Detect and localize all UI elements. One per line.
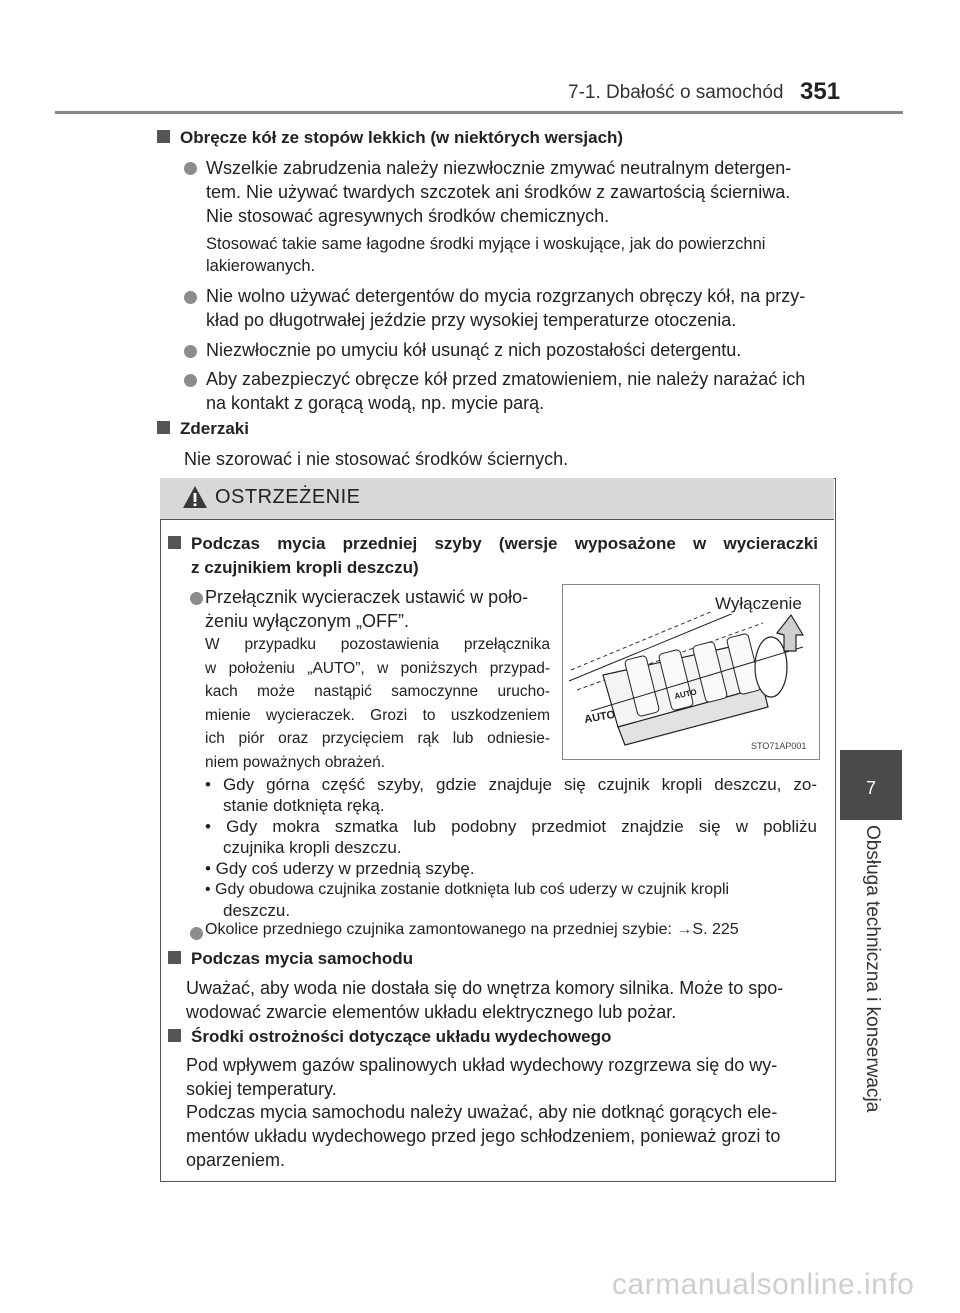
square-bullet-icon bbox=[168, 951, 181, 964]
rims-bullet-1: Wszelkie zabrudzenia należy niezwłocznie zmywać neutralnym detergen- tem. Nie używać twardych szczotek ani środków z zawartością ścierniwa. Nie stosować agresywnych środków chemicznych. bbox=[206, 158, 792, 226]
page-reference-link[interactable]: S. 225 bbox=[692, 921, 739, 938]
watermark: carmanualsonline.info bbox=[612, 1268, 915, 1301]
bullet-icon bbox=[184, 162, 197, 175]
windshield-bullet-2: Okolice przedniego czujnika zamontowanego na przedniej szybie: →S. 225 bbox=[205, 921, 739, 938]
warning-heading-windshield: Podczas mycia przedniej szyby (wersje wyposażone w wycieraczki z czujnikiem kropli deszczu) bbox=[168, 532, 818, 580]
header-rule bbox=[55, 111, 903, 114]
wiper-switch-illustration bbox=[562, 584, 820, 760]
bullet-icon bbox=[190, 592, 203, 605]
warning-title: OSTRZEŻENIE bbox=[215, 486, 361, 508]
rims-bullet-2: Nie wolno używać detergentów do mycia rozgrzanych obręczy kół, na przy- kład po długotrwałej jeździe przy wysokiej temperaturze otoczenia. bbox=[206, 286, 806, 330]
illustration-auto-label-1: AUTO bbox=[583, 708, 617, 726]
square-bullet-icon bbox=[157, 421, 170, 434]
warning-heading-car-wash: Podczas mycia samochodu bbox=[168, 949, 413, 969]
square-bullet-icon bbox=[157, 130, 170, 143]
section-heading-bumpers: Zderzaki bbox=[157, 419, 249, 439]
windshield-note: W przypadku pozostawienia przełącznika w położeniu „AUTO”, w poniższych przypad- kach może nastąpić samoczynne urucho- mienie wycieraczek. Grozi to uszkodzeniem ich piór oraz przycięciem rąk lub odniesie- niem poważnych obrażeń. bbox=[205, 636, 550, 771]
chapter-number: 7 bbox=[865, 778, 876, 798]
section-title: 7-1. Dbałość o samochód bbox=[568, 82, 784, 103]
illustration-callout: Wyłączenie bbox=[715, 594, 802, 613]
windshield-bullet-1: Przełącznik wycieraczek ustawić w poło- żeniu wyłączonym „OFF”. bbox=[205, 587, 529, 631]
page-number: 351 bbox=[800, 78, 841, 105]
square-bullet-icon bbox=[168, 1029, 181, 1042]
illustration-code: STO71AP001 bbox=[751, 741, 807, 751]
chapter-title-vertical bbox=[838, 825, 904, 1125]
trigger-conditions-list: • Gdy górna część szyby, gdzie znajduje się czujnik kropli deszczu, zo- stanie dotknięta ręką. • Gdy mokra szmatka lub podobny przedmiot znajdzie się w pobliżu czujnika kropli deszczu. • Gdy coś uderzy w przednią szybę. • Gdy obudowa czujnika zostanie dotknięta lub coś uderzy w czujnik kropli deszczu. bbox=[205, 775, 817, 920]
illustration-auto-label-2: AUTO bbox=[673, 687, 698, 701]
section-heading-rims: Obręcze kół ze stopów lekkich (w niektórych wersjach) bbox=[157, 128, 623, 148]
square-bullet-icon bbox=[168, 536, 181, 549]
bullet-icon bbox=[184, 291, 197, 304]
rims-bullet-3: Niezwłocznie po umyciu kół usunąć z nich pozostałości detergentu. bbox=[206, 340, 742, 360]
car-wash-text: Uważać, aby woda nie dostała się do wnętrza komory silnika. Może to spo- wodować zwarcie elementów układu elektrycznego lub pożar. bbox=[186, 978, 784, 1022]
warning-heading-exhaust: Środki ostrożności dotyczące układu wydechowego bbox=[168, 1027, 611, 1047]
arrow-right-icon: → bbox=[676, 921, 693, 938]
chapter-tab bbox=[840, 750, 902, 820]
bullet-icon bbox=[190, 927, 203, 940]
bullet-icon bbox=[184, 345, 197, 358]
exhaust-text-1: Pod wpływem gazów spalinowych układ wydechowy rozgrzewa się do wy- sokiej temperatury. bbox=[186, 1055, 778, 1099]
rims-note: Stosować takie same łagodne środki myjące i woskujące, jak do powierzchni lakierowanych. bbox=[206, 235, 766, 275]
exhaust-text-2: Podczas mycia samochodu należy uważać, aby nie dotknąć gorących ele- mentów układu wydechowego przed jego schłodzeniem, ponieważ grozi to oparzeniem. bbox=[186, 1102, 781, 1170]
rims-bullet-4: Aby zabezpieczyć obręcze kół przed zmatowieniem, nie należy narażać ich na kontakt z gorącą wodą, np. mycie parą. bbox=[206, 369, 806, 413]
warning-triangle-icon bbox=[181, 484, 209, 510]
chapter-title: Obsługa techniczna i konserwacja bbox=[862, 825, 883, 1113]
bumpers-text: Nie szorować i nie stosować środków ściernych. bbox=[184, 449, 569, 469]
bullet-icon bbox=[184, 374, 197, 387]
